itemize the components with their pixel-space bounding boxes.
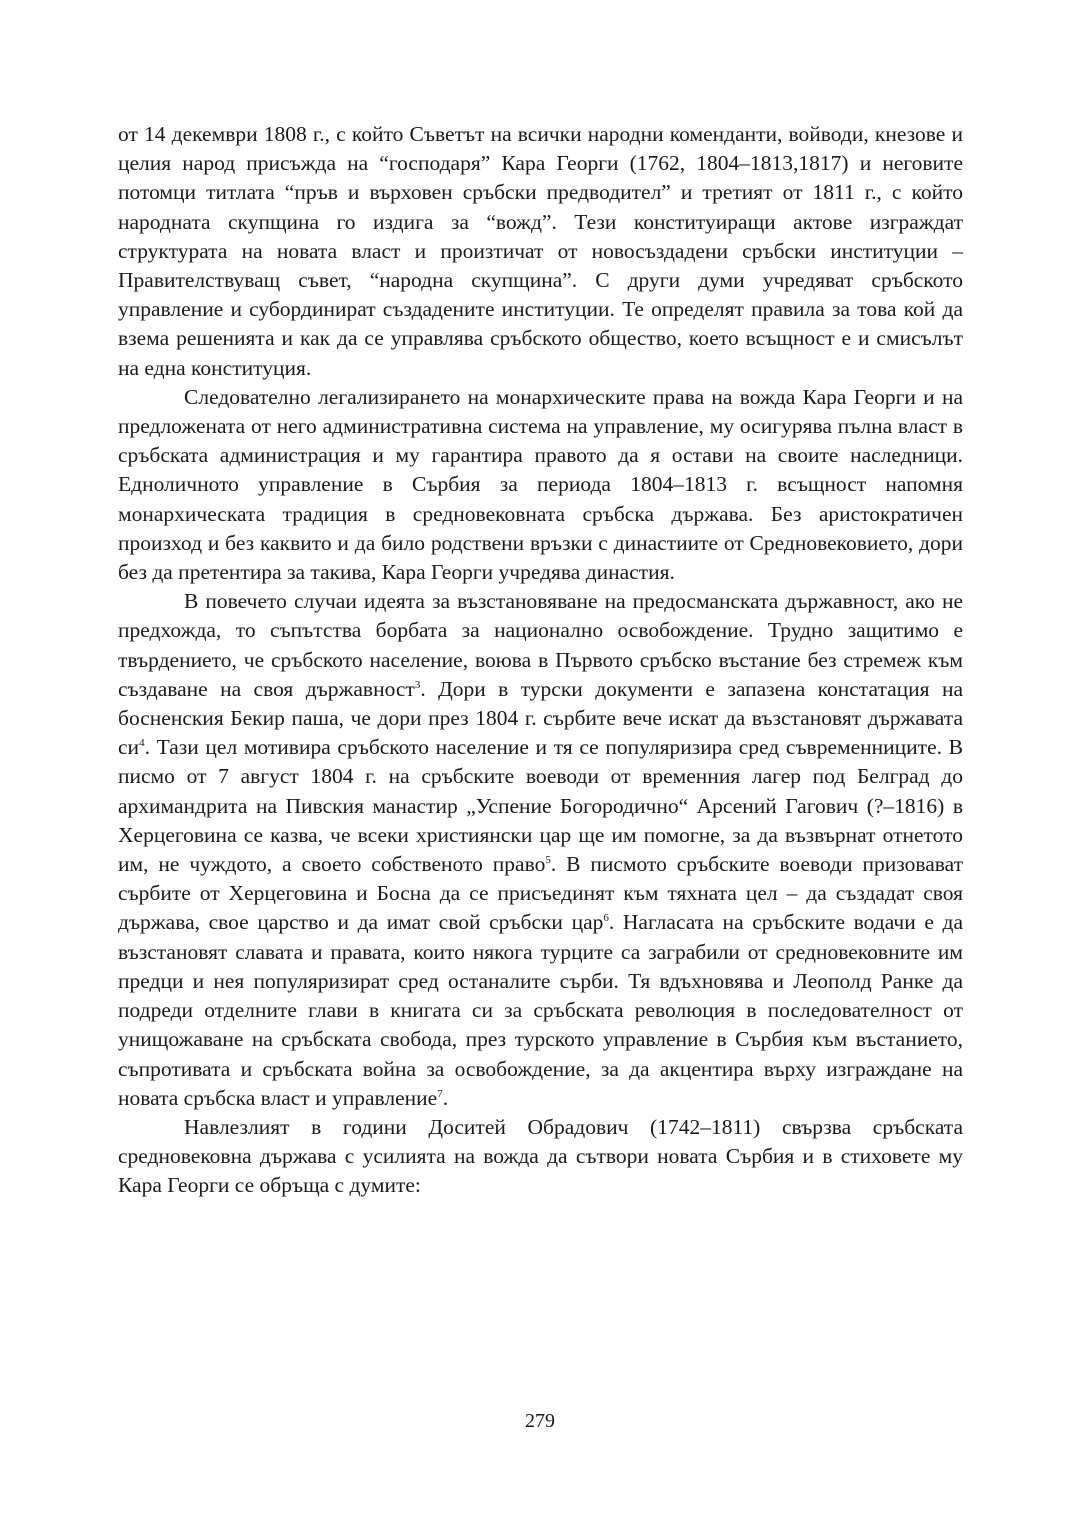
- paragraph-text: . В писмото сръбските воеводи призовават сърбите от Херцеговина и Босна да се присъединят към тяхната цел – да създадат своя държава, свое царство и да имат свой сръбски цар: [118, 852, 963, 935]
- footnote-ref: 4: [139, 737, 145, 750]
- paragraph-text: Следователно легализирането на монархическите права на вожда Кара Георги и на предложената от него административна система на управление, му осигурява пълна власт в сръбската администрация и му гарантира правото да я остави на своите наследници. Едноличното управление в Сърбия за периода 1804–1813 г. всъщност напомня монархическата традиция в средновековната сръбска държава. Без аристократичен произход и без каквито и да било родствени връзки с династиите от Средновековието, дори без да претентира за такива, Кара Георги учредява династия.: [118, 384, 963, 585]
- paragraph-text: Навлезлият в години Доситей Обрадович (1742–1811) свързва сръбската средновековна държава с усилията на вожда да сътвори новата Сърбия и в стиховете му Кара Георги се обръща с думите:: [118, 1114, 963, 1198]
- footnote-ref: 6: [603, 912, 609, 925]
- page-body: [118, 120, 963, 1201]
- paragraph-2: [118, 383, 963, 587]
- footnote-ref: 5: [545, 853, 551, 866]
- footnote-ref: 3: [414, 678, 421, 691]
- paragraph-text: В повечето случаи идеята за възстановяване на предосманската държавност, ако не предхожда, то съпътства борбата за национално освобождение. Трудно защитимо е твърдението, че сръбското население, воюва в Първото сръбско въстание без стремеж към създаване на своя държавност: [118, 589, 963, 701]
- paragraph-text: . Тази цел мотивира сръбското население и тя се популяризира сред съвременниците. В писмо от 7 август 1804 г. на сръбските воеводи от временния лагер под Белград до архимандрита на Пивския манастир „Успение Богородично“ Арсений Гагович (?–1816) в Херцеговина се казва, че всеки християнски цар ще им помогне, за да възвърнат отнетото им, не чуждото, а своето собственото право: [118, 735, 963, 877]
- paragraph-3: [118, 587, 963, 1113]
- paragraph-text: от 14 декември 1808 г., с който Съветът на всички народни коменданти, войводи, кнезове и целия народ присъжда на “господаря” Кара Георги (1762, 1804–1813,1817) и неговите потомци титлата “пръв и върховен сръбски предводител” и третият от 1811 г., с който народната скупщина го издига за “вожд”. Тези конституиращи актове изграждат структурата на новата власт и произтичат от новосъздадени сръбски институции – Правителствуващ съвет, “народна скупщина”. С други думи учредяват сръбското управление и субординират създадените институции. Те определят правила за това кой да взема решенията и как да се управлява сръбското общество, което всъщност е и смисълът на една конституция.: [118, 122, 963, 380]
- page-number: 279: [525, 1410, 555, 1432]
- paragraph-4: [118, 1113, 963, 1201]
- paragraph-text: .: [442, 1085, 449, 1110]
- footnote-ref: 7: [437, 1087, 443, 1100]
- paragraph-text: . Нагласата на сръбските водачи е да възстановят славата и правата, които някога турците са заграбили от средновековните им предци и нея популяризират сред останалите сърби. Тя вдъхновява и Леополд Ранке да подреди отделните глави в книгата си за сръбската революция в последователност от унищожаване на сръбската свобода, през турското управление в Сърбия към въстанието, съпротивата и сръбската война за освобождение, за да акцентира върху изграждане на новата сръбска власт и управление: [118, 910, 963, 1110]
- paragraph-text: . Дори в турски документи е запазена констатация на босненския Бекир паша, че дори през 1804 г. сърбите вече искат да възстановят държавата си: [118, 676, 963, 760]
- paragraph-1: [118, 120, 963, 383]
